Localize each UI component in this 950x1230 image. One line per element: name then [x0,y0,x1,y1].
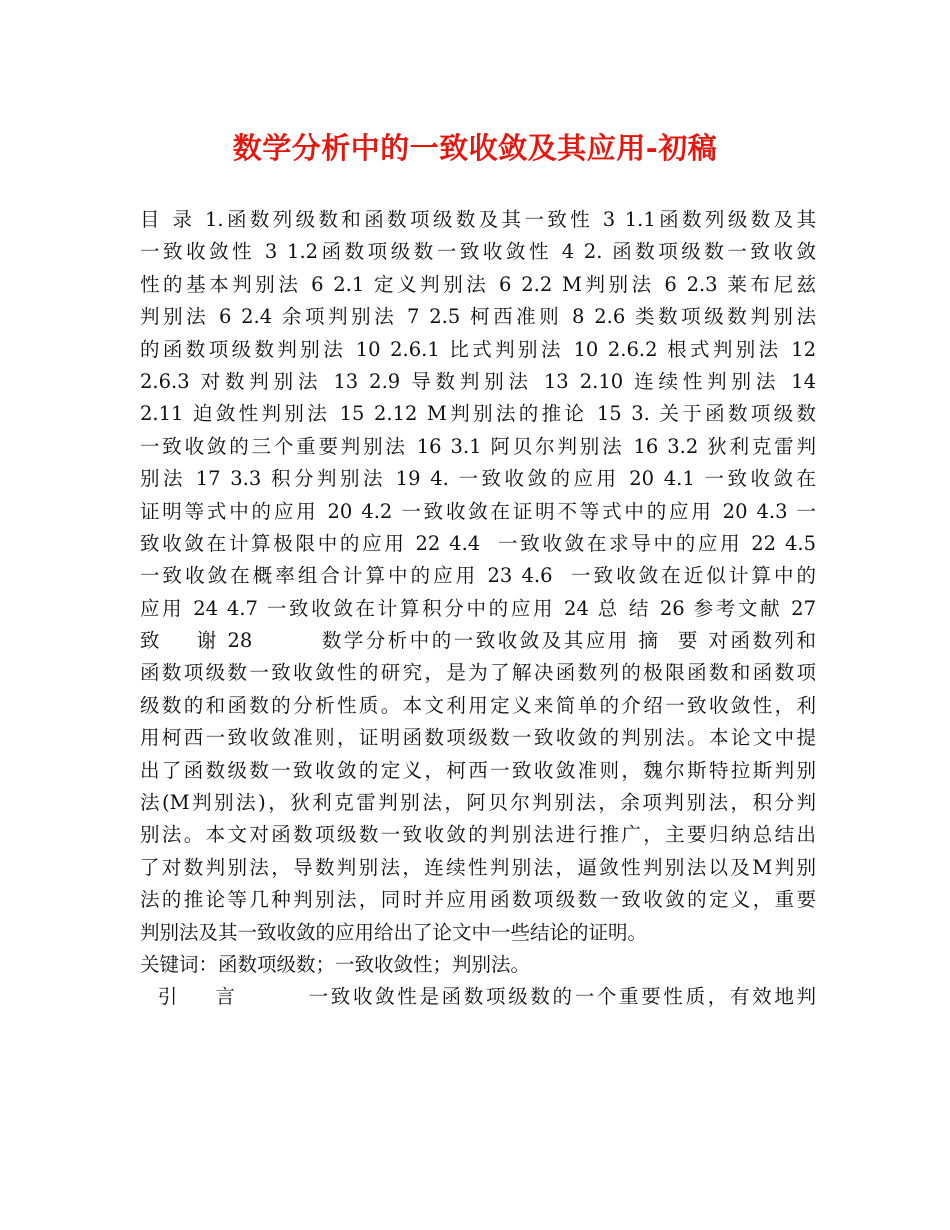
text-line: 函数项级数一致收敛性的研究，是为了解决函数列的极限函数和函数项 [140,661,816,685]
text-line: 2.6.3 对数判别法 13 2.9 导数判别法 13 2.10 连续性判别法 14 [140,369,816,393]
text-line: 的函数项级数判别法 10 2.6.1 比式判别法 10 2.6.2 根式判别法 12 [140,337,816,361]
text-line: 判别法 6 2.4 余项判别法 7 2.5 柯西准则 8 2.6 类数项级数判别法 [140,305,816,329]
text-line: 用柯西一致收敛准则，证明函数项级数一致收敛的判别法。本论文中提 [140,726,816,750]
document-body [140,204,816,1014]
text-line: 目 录 1.函数列级数和函数项级数及其一致性 3 1.1函数列级数及其 [140,208,816,231]
text-line: 应用 24 4.7 一致收敛在计算积分中的应用 24 总 结 26 参考文献 27 [140,596,816,620]
text-line: 证明等式中的应用 20 4.2 一致收敛在证明不等式中的应用 20 4.3 一 [140,499,816,523]
text-line: 一致收敛性 3 1.2函数项级数一致收敛性 4 2. 函数项级数一致收敛 [140,240,816,264]
text-line: 判别法及其一致收敛的应用给出了论文中一些结论的证明。 [140,920,648,944]
text-line: 别法 17 3.3 积分判别法 19 4. 一致收敛的应用 20 4.1 一致收敛在 [140,467,816,491]
text-line: 别法。本文对函数项级数一致收敛的判别法进行推广，主要归纳总结出 [140,823,816,847]
text-line: 一致收敛在概率组合计算中的应用 23 4.6 一致收敛在近似计算中的 [140,564,816,588]
text-line: 级数的和函数的分析性质。本文利用定义来简单的介绍一致收敛性，利 [140,693,816,717]
text-line: 致收敛在计算极限中的应用 22 4.4 一致收敛在求导中的应用 22 4.5 [140,531,816,555]
keywords-line: 关键词：函数项级数；一致收敛性；判别法。 [140,952,531,976]
text-line: 引 言 一致收敛性是函数项级数的一个重要性质，有效地判 [140,985,816,1009]
text-line: 出了函数级数一致收敛的定义，柯西一致收敛准则，魏尔斯特拉斯判别 [140,758,816,782]
text-line: 性的基本判别法 6 2.1 定义判别法 6 2.2 M判别法 6 2.3 莱布尼兹 [140,272,816,296]
text-line: 致 谢 28 数学分析中的一致收敛及其应用 摘 要 对函数列和 [140,629,816,653]
text-line: 一致收敛的三个重要判别法 16 3.1 阿贝尔判别法 16 3.2 狄利克雷判 [140,434,816,458]
text-line: 了对数判别法，导数判别法，连续性判别法，逼敛性判别法以及M判别 [140,855,816,879]
text-line: 2.11 迫敛性判别法 15 2.12 M判别法的推论 15 3. 关于函数项级数 [140,402,816,426]
text-line: 法的推论等几种判别法，同时并应用函数项级数一致收敛的定义，重要 [140,888,816,912]
document-title: 数学分析中的一致收敛及其应用-初稿 [232,131,718,165]
text-line: 法(M判别法)，狄利克雷判别法，阿贝尔判别法，余项判别法，积分判 [140,791,816,815]
